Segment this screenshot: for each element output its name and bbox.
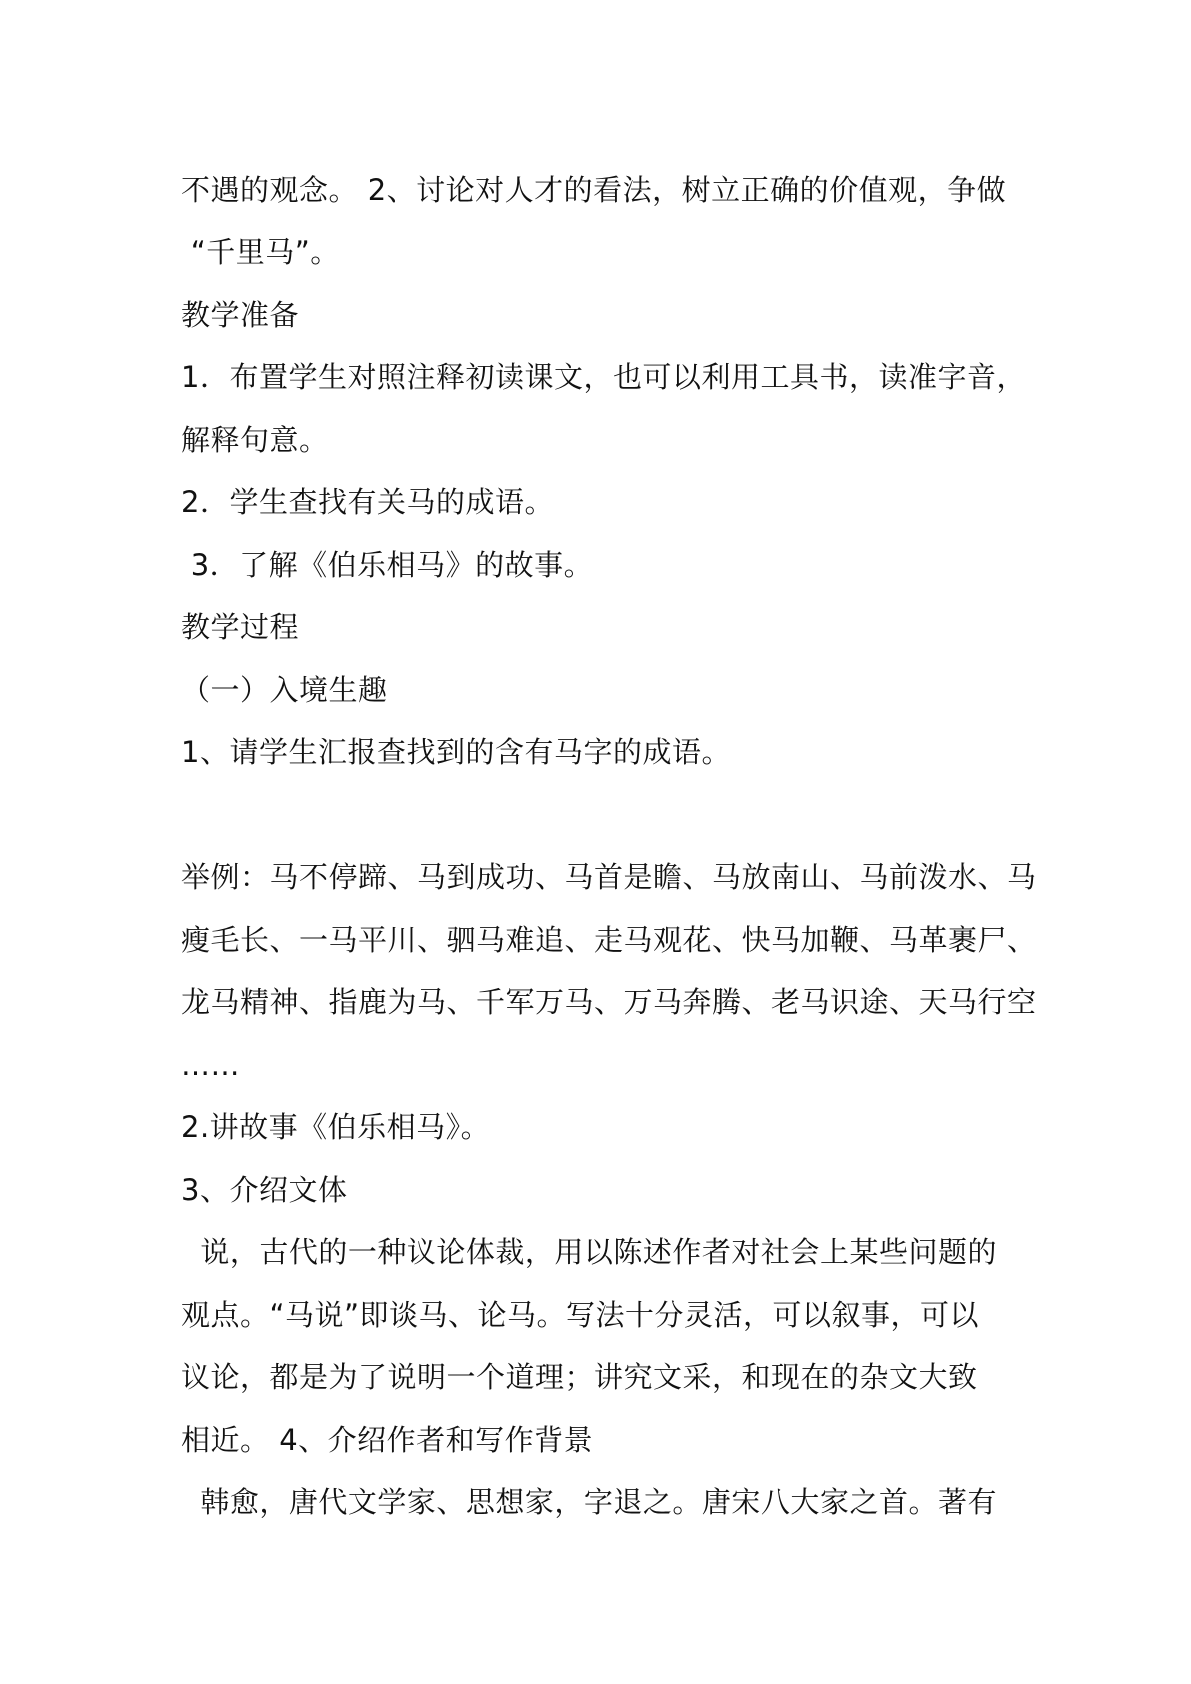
text-line: 1．布置学生对照注释初读课文，也可以利用工具书，读准字音，: [181, 360, 1026, 394]
section-heading: 教学过程: [181, 610, 300, 644]
text-line: 说，古代的一种议论体裁，用以陈述作者对社会上某些问题的: [181, 1235, 997, 1269]
text-line: 韩愈，唐代文学家、思想家，字退之。唐宋八大家之首。著有: [181, 1485, 997, 1519]
section-heading: 教学准备: [181, 298, 300, 332]
text-line: 观点。“马说”即谈马、论马。写法十分灵活，可以叙事，可以: [181, 1298, 980, 1332]
text-line: 2．学生查找有关马的成语。: [181, 485, 554, 519]
text-line: 1、请学生汇报查找到的含有马字的成语。: [181, 735, 731, 769]
text-line: “千里马”。: [181, 235, 340, 269]
text-line: 3．了解《伯乐相马》的故事。: [181, 548, 594, 582]
text-line: 议论，都是为了说明一个道理；讲究文采，和现在的杂文大致: [181, 1360, 978, 1394]
text-line: 解释句意。: [181, 423, 329, 457]
subsection-heading: （一）入境生趣: [181, 673, 388, 707]
text-line: 相近。 4、介绍作者和写作背景: [181, 1423, 594, 1457]
text-line: 2.讲故事《伯乐相马》。: [181, 1110, 491, 1144]
text-line: ……: [181, 1048, 240, 1082]
text-line: 龙马精神、指鹿为马、千军万马、万马奔腾、老马识途、天马行空: [181, 985, 1037, 1019]
text-line: 3、介绍文体: [181, 1173, 348, 1207]
text-line: 举例：马不停蹄、马到成功、马首是瞻、马放南山、马前泼水、马: [181, 860, 1037, 894]
text-line: 瘦毛长、一马平川、驷马难追、走马观花、快马加鞭、马革裹尸、: [181, 923, 1037, 957]
text-line: 不遇的观念。 2、讨论对人才的看法，树立正确的价值观，争做: [181, 173, 1007, 207]
